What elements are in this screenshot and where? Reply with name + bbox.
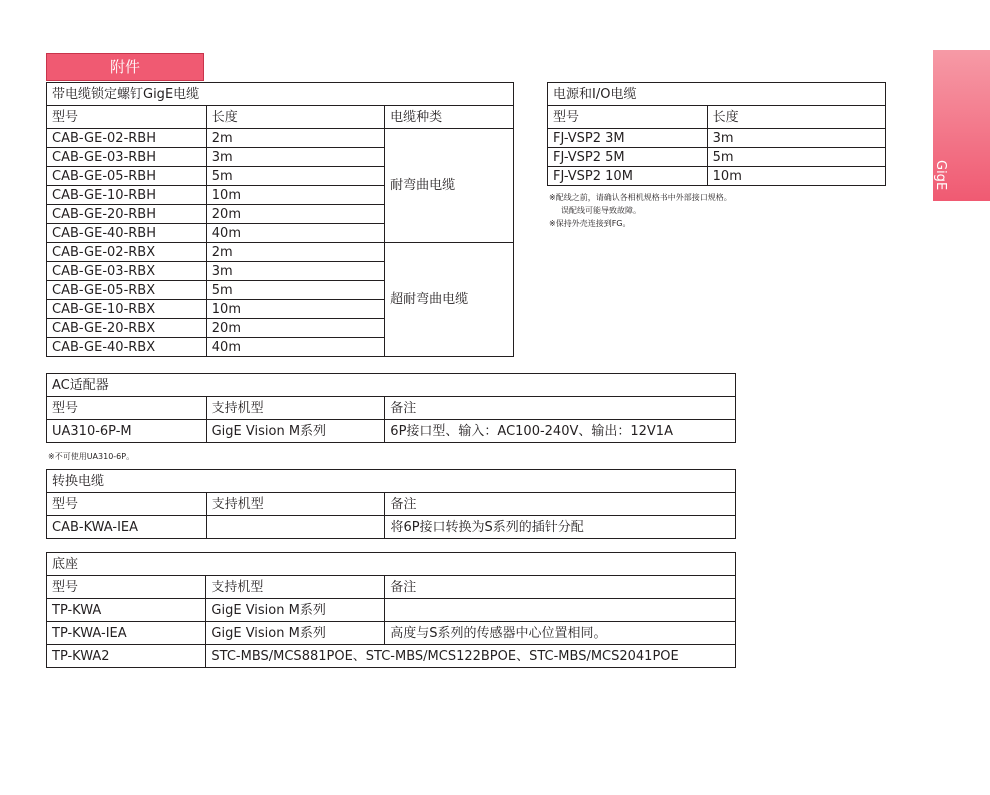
supported-model-cell: STC-MBS/MCS881POE、STC-MBS/MCS122BPOE、STC-MBS/MCS2041POE: [206, 645, 736, 668]
column-header: 型号: [47, 576, 206, 599]
column-header: 长度: [707, 106, 885, 129]
column-header: 备注: [385, 576, 736, 599]
length-cell: 3m: [206, 148, 384, 167]
model-cell: CAB-GE-10-RBX: [47, 300, 207, 319]
remark-cell: 将6P接口转换为S系列的插针分配: [385, 516, 736, 539]
table-row: [548, 167, 886, 186]
remark-cell: 6P接口型、输入：AC100-240V、输出：12V1A: [385, 420, 736, 443]
fg-note: ※保持外壳连接到FG。: [549, 219, 631, 228]
cable-type-cell: 耐弯曲电缆: [385, 129, 514, 243]
table-caption: 转换电缆: [47, 470, 736, 493]
section-title: 附件: [46, 53, 204, 81]
table-row: [47, 645, 736, 668]
table-row: [548, 148, 886, 167]
side-tab-gige[interactable]: [933, 50, 990, 201]
length-cell: 40m: [206, 338, 384, 357]
ac-adapter-note: ※不可使用UA310-6P。: [48, 452, 135, 461]
table-row: [47, 599, 736, 622]
supported-model-cell: GigE Vision M系列: [206, 420, 385, 443]
column-header: 型号: [548, 106, 708, 129]
column-header: 支持机型: [206, 493, 385, 516]
supported-model-cell: GigE Vision M系列: [206, 622, 385, 645]
table-caption: 电源和I/O电缆: [548, 83, 886, 106]
column-header: 型号: [47, 493, 207, 516]
length-cell: 2m: [206, 129, 384, 148]
model-cell: CAB-GE-02-RBX: [47, 243, 207, 262]
wiring-note-continued: 误配线可能导致故障。: [561, 206, 641, 215]
model-cell: FJ-VSP2 10M: [548, 167, 708, 186]
model-cell: CAB-GE-05-RBX: [47, 281, 207, 300]
column-header: 备注: [385, 397, 736, 420]
ac-adapter-table: [46, 373, 736, 443]
model-cell: CAB-GE-40-RBX: [47, 338, 207, 357]
length-cell: 10m: [707, 167, 885, 186]
power-io-cable-table: [547, 82, 886, 186]
model-cell: CAB-GE-03-RBX: [47, 262, 207, 281]
length-cell: 5m: [206, 281, 384, 300]
column-header: 支持机型: [206, 397, 385, 420]
model-cell: CAB-KWA-IEA: [47, 516, 207, 539]
length-cell: 5m: [707, 148, 885, 167]
model-cell: CAB-GE-10-RBH: [47, 186, 207, 205]
length-cell: 10m: [206, 186, 384, 205]
model-cell: CAB-GE-40-RBH: [47, 224, 207, 243]
table-caption: AC适配器: [47, 374, 736, 397]
column-header: 长度: [206, 106, 384, 129]
remark-cell: [385, 599, 736, 622]
model-cell: TP-KWA: [47, 599, 206, 622]
conversion-cable-table: [46, 469, 736, 539]
column-header: 电缆种类: [385, 106, 514, 129]
table-caption: 带电缆锁定螺钉GigE电缆: [47, 83, 514, 106]
table-row: [47, 622, 736, 645]
supported-model-cell: [206, 516, 385, 539]
model-cell: UA310-6P-M: [47, 420, 207, 443]
length-cell: 20m: [206, 205, 384, 224]
table-row: [47, 129, 514, 148]
length-cell: 40m: [206, 224, 384, 243]
side-tab-label: GigE: [933, 160, 948, 191]
model-cell: CAB-GE-05-RBH: [47, 167, 207, 186]
table-row: [47, 243, 514, 262]
column-header: 支持机型: [206, 576, 385, 599]
model-cell: CAB-GE-03-RBH: [47, 148, 207, 167]
column-header: 型号: [47, 106, 207, 129]
gige-cable-table: [46, 82, 514, 357]
base-table: [46, 552, 736, 668]
length-cell: 3m: [206, 262, 384, 281]
cable-type-cell: 超耐弯曲电缆: [385, 243, 514, 357]
length-cell: 3m: [707, 129, 885, 148]
model-cell: FJ-VSP2 5M: [548, 148, 708, 167]
remark-cell: 高度与S系列的传感器中心位置相同。: [385, 622, 736, 645]
table-row: [47, 516, 736, 539]
wiring-note: ※配线之前，请确认各相机规格书中外部接口规格。: [549, 193, 732, 202]
model-cell: TP-KWA2: [47, 645, 206, 668]
supported-model-cell: GigE Vision M系列: [206, 599, 385, 622]
length-cell: 10m: [206, 300, 384, 319]
length-cell: 5m: [206, 167, 384, 186]
model-cell: CAB-GE-02-RBH: [47, 129, 207, 148]
model-cell: FJ-VSP2 3M: [548, 129, 708, 148]
model-cell: TP-KWA-IEA: [47, 622, 206, 645]
length-cell: 2m: [206, 243, 384, 262]
table-row: [548, 129, 886, 148]
table-row: [47, 420, 736, 443]
model-cell: CAB-GE-20-RBX: [47, 319, 207, 338]
column-header: 备注: [385, 493, 736, 516]
column-header: 型号: [47, 397, 207, 420]
length-cell: 20m: [206, 319, 384, 338]
model-cell: CAB-GE-20-RBH: [47, 205, 207, 224]
table-caption: 底座: [47, 553, 736, 576]
